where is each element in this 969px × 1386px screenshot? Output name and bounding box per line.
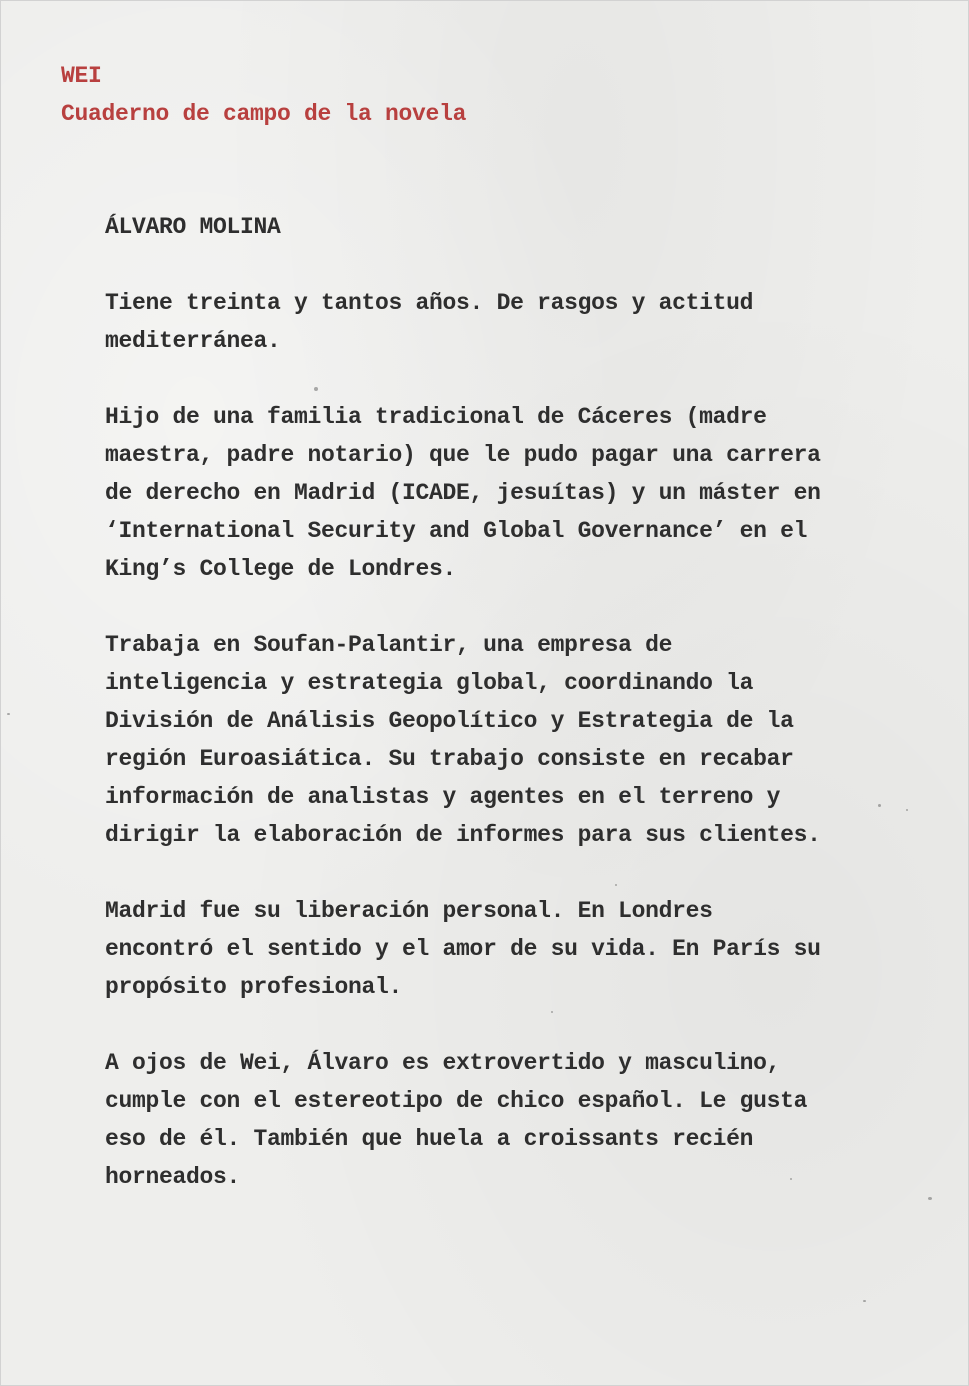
header-subtitle: Cuaderno de campo de la novela bbox=[61, 101, 467, 127]
text-line: mediterránea. bbox=[105, 328, 281, 354]
text-line: región Euroasiática. Su trabajo consiste en recabar bbox=[105, 746, 794, 772]
paper-speck bbox=[863, 1300, 866, 1302]
paper-speck bbox=[878, 804, 881, 807]
text-line: horneados. bbox=[105, 1164, 241, 1190]
text-line: eso de él. También que huela a croissants recién bbox=[105, 1126, 754, 1152]
text-line: A ojos de Wei, Álvaro es extrovertido y masculino, bbox=[105, 1050, 781, 1076]
text-line: dirigir la elaboración de informes para sus clientes. bbox=[105, 822, 821, 848]
text-line: información de analistas y agentes en el terreno y bbox=[105, 784, 781, 810]
paragraph-work bbox=[105, 626, 865, 854]
paragraph-cities bbox=[105, 892, 865, 1006]
text-line: División de Análisis Geopolítico y Estrategia de la bbox=[105, 708, 794, 734]
paper-speck bbox=[906, 809, 908, 811]
paragraph-family bbox=[105, 398, 865, 588]
paper-speck bbox=[7, 713, 10, 715]
text-line: Tiene treinta y tantos años. De rasgos y actitud bbox=[105, 290, 754, 316]
paragraph-age bbox=[105, 284, 865, 360]
character-name: ÁLVARO MOLINA bbox=[105, 214, 281, 240]
text-line: cumple con el estereotipo de chico español. Le gusta bbox=[105, 1088, 808, 1114]
paragraph-wei-view bbox=[105, 1044, 865, 1196]
text-line: Trabaja en Soufan-Palantir, una empresa de bbox=[105, 632, 673, 658]
character-sheet bbox=[105, 208, 865, 1234]
header-author: WEI bbox=[61, 63, 102, 89]
text-line: Madrid fue su liberación personal. En Londres bbox=[105, 898, 713, 924]
text-line: King’s College de Londres. bbox=[105, 556, 457, 582]
text-line: de derecho en Madrid (ICADE, jesuítas) y un máster en bbox=[105, 480, 821, 506]
text-line: inteligencia y estrategia global, coordinando la bbox=[105, 670, 754, 696]
text-line: maestra, padre notario) que le pudo pagar una carrera bbox=[105, 442, 821, 468]
text-line: Hijo de una familia tradicional de Cáceres (madre bbox=[105, 404, 767, 430]
notebook-header bbox=[61, 57, 466, 133]
paper-speck bbox=[928, 1197, 932, 1200]
text-line: ‘International Security and Global Governance’ en el bbox=[105, 518, 808, 544]
text-line: encontró el sentido y el amor de su vida. En París su bbox=[105, 936, 821, 962]
text-line: propósito profesional. bbox=[105, 974, 403, 1000]
